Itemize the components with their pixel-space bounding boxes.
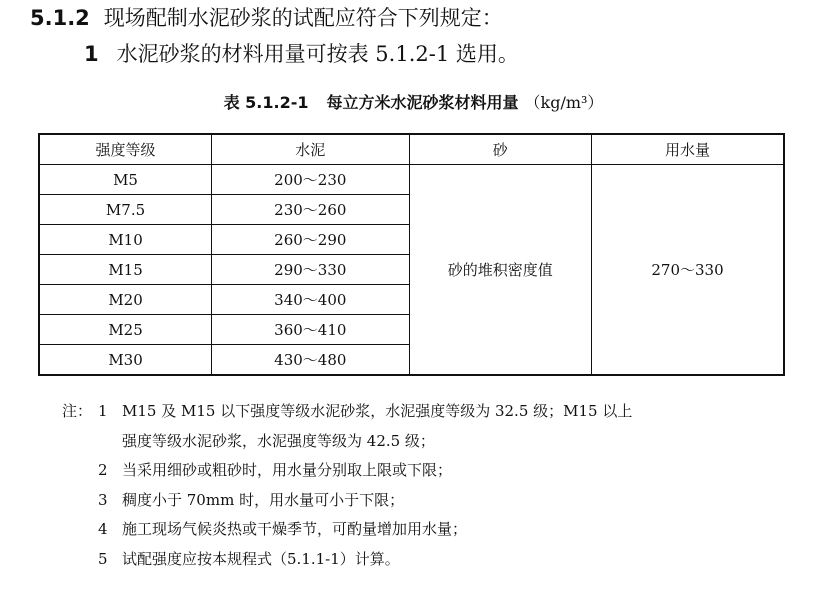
note-text: 当采用细砂或粗砂时，用水量分别取上限或下限； [122, 461, 453, 479]
cement-cell: 340～400 [212, 285, 409, 315]
note-number: 2 [98, 461, 108, 479]
notes-prefix: 注： [62, 402, 93, 420]
note-continuation [62, 427, 802, 457]
note-text: 强度等级水泥砂浆，水泥强度等级为 42.5 级； [122, 431, 435, 450]
grade-cell: M5 [39, 165, 212, 195]
grade-cell: M10 [39, 225, 212, 255]
table-row [39, 165, 784, 195]
grade-cell: M15 [39, 255, 212, 285]
cement-cell: 360～410 [212, 315, 409, 345]
table-notes [62, 397, 802, 574]
note-item [62, 515, 802, 545]
clause-heading [30, 4, 503, 32]
header-cement: 水泥 [212, 134, 409, 165]
table-caption-title: 每立方米水泥砂浆材料用量 [326, 93, 519, 112]
cement-cell: 430～480 [212, 345, 409, 376]
item-number: 1 [84, 42, 99, 66]
sand-cell: 砂的堆积密度值 [409, 165, 591, 376]
grade-cell: M7.5 [39, 195, 212, 225]
note-item [62, 545, 802, 575]
note-number: 5 [98, 549, 108, 568]
cement-cell: 290～330 [212, 255, 409, 285]
item-text: 水泥砂浆的材料用量可按表 5.1.2-1 选用。 [116, 42, 519, 66]
note-text: 试配强度应按本规程式（5.1.1-1）计算。 [122, 549, 400, 568]
table-header-row [39, 134, 784, 165]
note-item [62, 486, 802, 516]
item-1 [84, 40, 519, 68]
note-number: 3 [98, 490, 108, 509]
note-item [62, 397, 802, 427]
note-number: 1 [98, 402, 108, 420]
note-text: 施工现场气候炎热或干燥季节，可酌量增加用水量； [122, 520, 468, 538]
mortar-mix-table [38, 133, 785, 376]
table-caption-label: 表 5.1.2-1 [223, 93, 309, 112]
note-number: 4 [98, 520, 108, 538]
header-grade: 强度等级 [39, 134, 212, 165]
header-water: 用水量 [592, 134, 785, 165]
cement-cell: 230～260 [212, 195, 409, 225]
water-cell: 270～330 [592, 165, 785, 376]
grade-cell: M25 [39, 315, 212, 345]
clause-number: 5.1.2 [30, 6, 90, 30]
table-caption-unit: （kg/m³） [524, 93, 604, 112]
table-caption [0, 92, 827, 114]
cement-cell: 260～290 [212, 225, 409, 255]
clause-text: 现场配制水泥砂浆的试配应符合下列规定： [103, 6, 503, 30]
grade-cell: M20 [39, 285, 212, 315]
note-text: M15 及 M15 以下强度等级水泥砂浆，水泥强度等级为 32.5 级；M15 以上 [122, 402, 633, 420]
note-text: 稠度小于 70mm 时，用水量可小于下限； [122, 490, 405, 509]
note-item [62, 456, 802, 486]
grade-cell: M30 [39, 345, 212, 376]
header-sand: 砂 [409, 134, 591, 165]
cement-cell: 200～230 [212, 165, 409, 195]
